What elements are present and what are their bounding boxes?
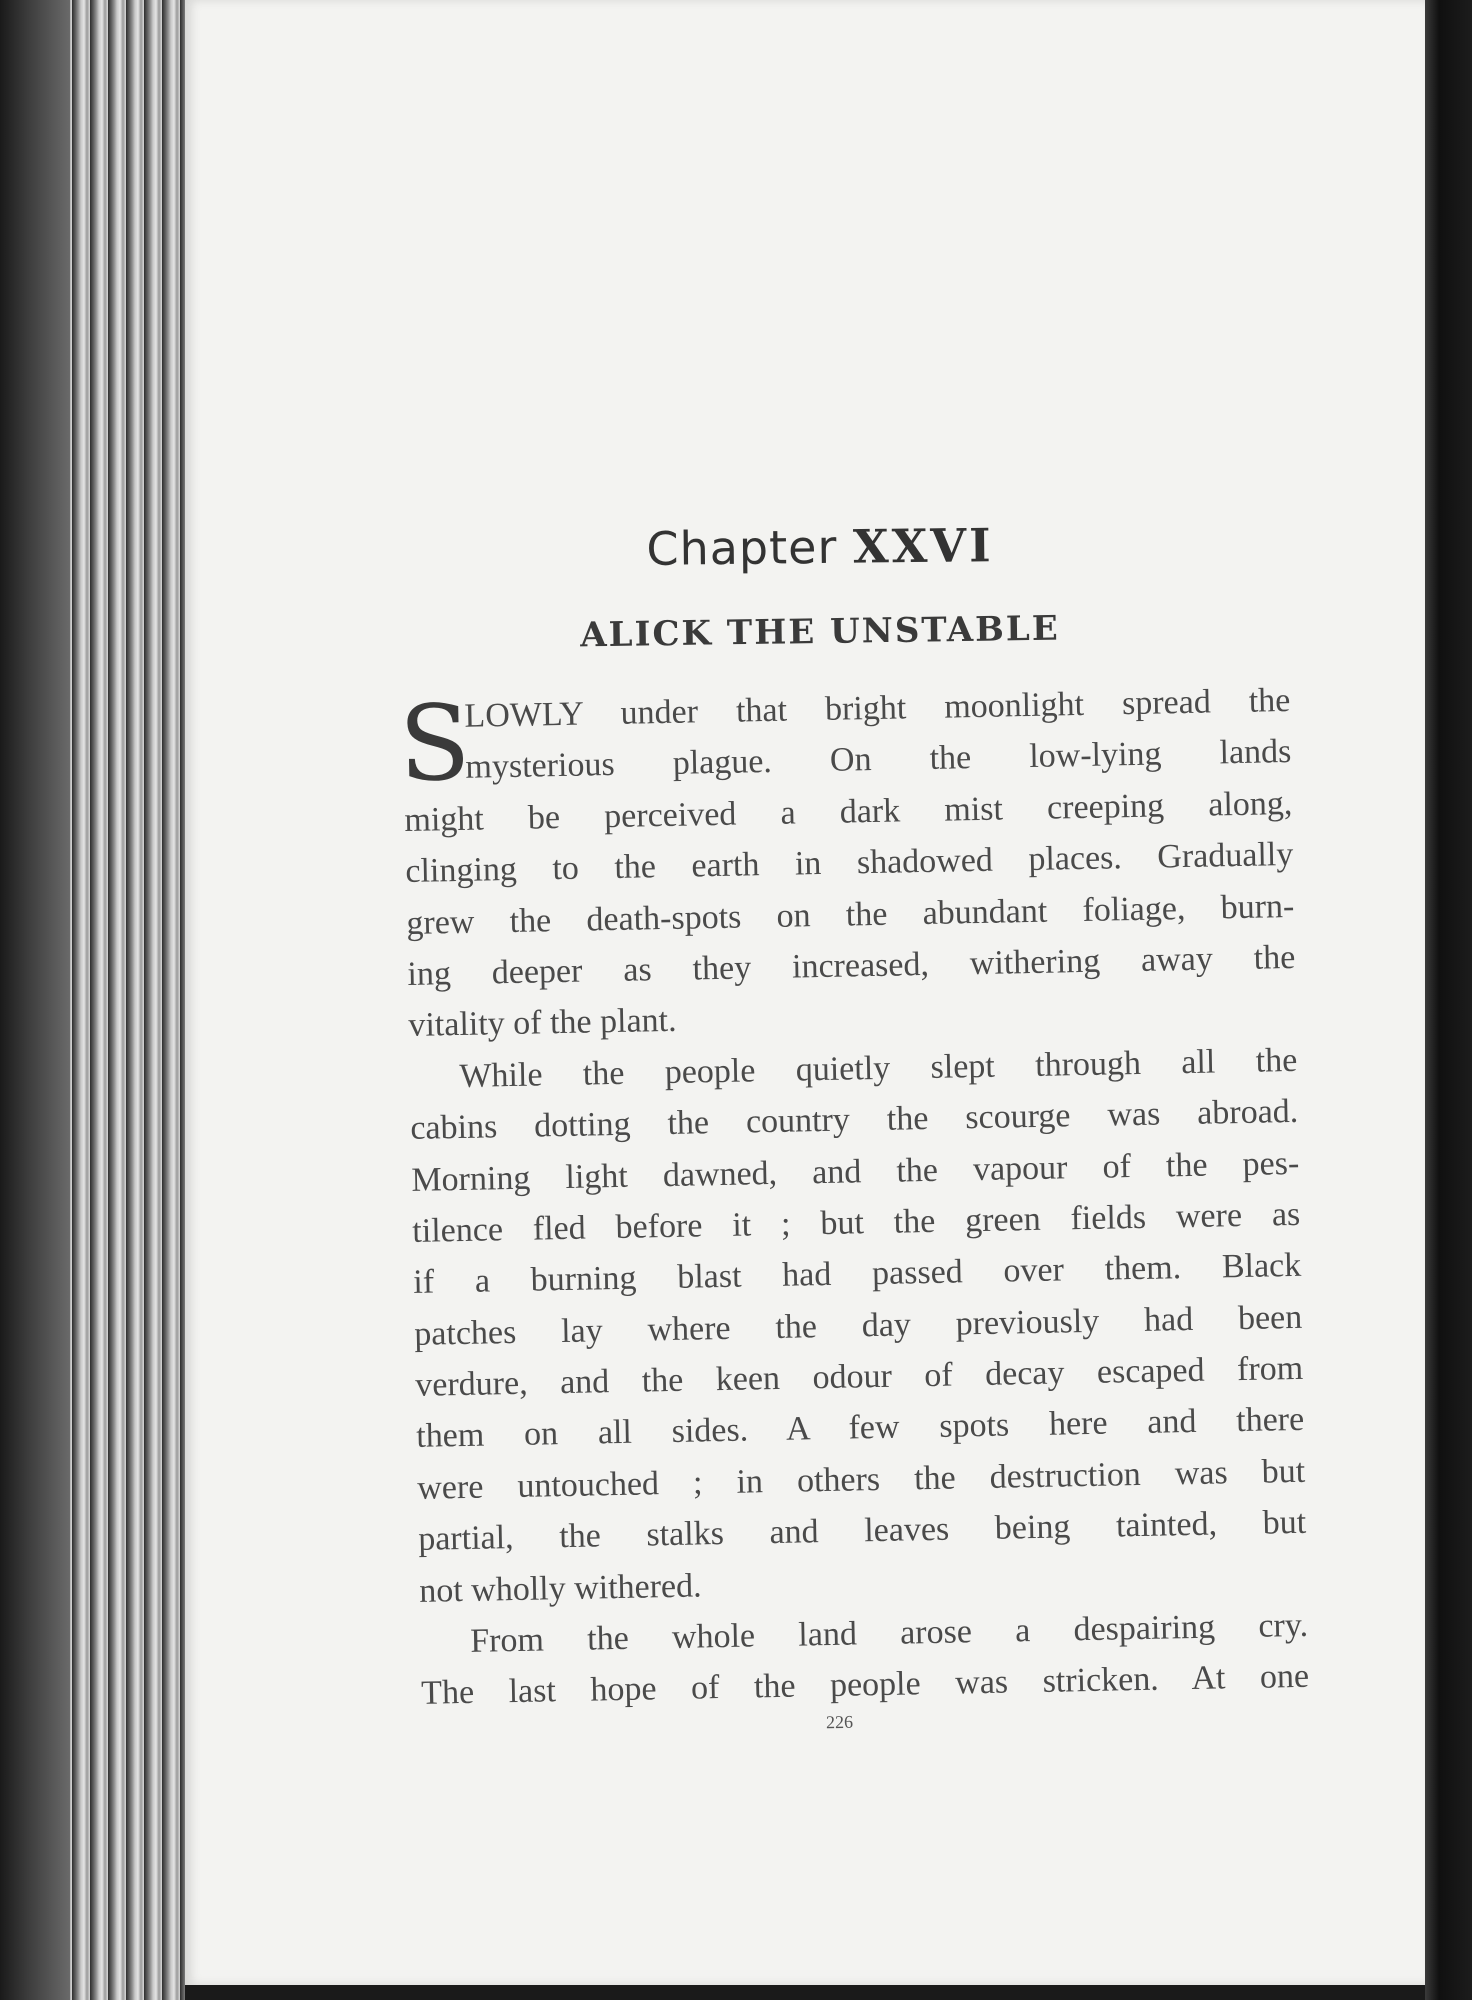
text-line: tilence fled before it ; but the green fields were as xyxy=(412,1195,1301,1250)
text-line: From the whole land arose a despairing cry. xyxy=(469,1606,1309,1660)
text-line: if a burning blast had passed over them. Black xyxy=(412,1247,1302,1302)
chapter-number: XXVI xyxy=(852,518,994,574)
drop-cap: S xyxy=(397,681,472,806)
text-line: mysterious plague. On the low-lying lands xyxy=(465,733,1292,787)
text-line: verdure, and the keen odour of decay escaped from xyxy=(414,1349,1304,1404)
text-line: LOWLY under that bright moonlight spread the xyxy=(464,681,1291,735)
text-line: grew the death-spots on the abundant foliage, burn- xyxy=(406,887,1295,942)
text-line: clinging to the earth in shadowed places. Gradually xyxy=(405,836,1294,891)
text-line: partial, the stalks and leaves being tainted, but xyxy=(417,1504,1307,1559)
page-right-edge xyxy=(1425,0,1472,2000)
text-line: vitality of the plant. xyxy=(408,1002,677,1045)
text-line: cabins dotting the country the scourge was abroad. xyxy=(410,1093,1299,1148)
text-line: were untouched ; in others the destruction was but xyxy=(416,1452,1306,1507)
text-line: Morning light dawned, and the vapour of the pes- xyxy=(411,1144,1300,1199)
text-line: might be perceived a dark mist creeping along, xyxy=(404,784,1293,839)
text-line: not wholly withered. xyxy=(418,1567,702,1610)
chapter-title: ALICK THE UNSTABLE xyxy=(579,608,1060,656)
page-bottom-edge xyxy=(185,1985,1425,2000)
text-line: patches lay where the day previously had been xyxy=(413,1298,1303,1353)
page-number: 226 xyxy=(825,1711,854,1733)
chapter-heading xyxy=(560,517,1081,576)
chapter-label: Chapter xyxy=(646,519,838,576)
body-text xyxy=(397,675,1310,1720)
text-line: The last hope of the people was stricken. At one xyxy=(420,1658,1310,1713)
text-line: ing deeper as they increased, withering away the xyxy=(407,938,1296,993)
text-line: While the people quietly slept through all the xyxy=(459,1041,1298,1095)
text-line: them on all sides. A few spots here and there xyxy=(415,1401,1305,1456)
book-fore-edge xyxy=(0,0,185,2000)
